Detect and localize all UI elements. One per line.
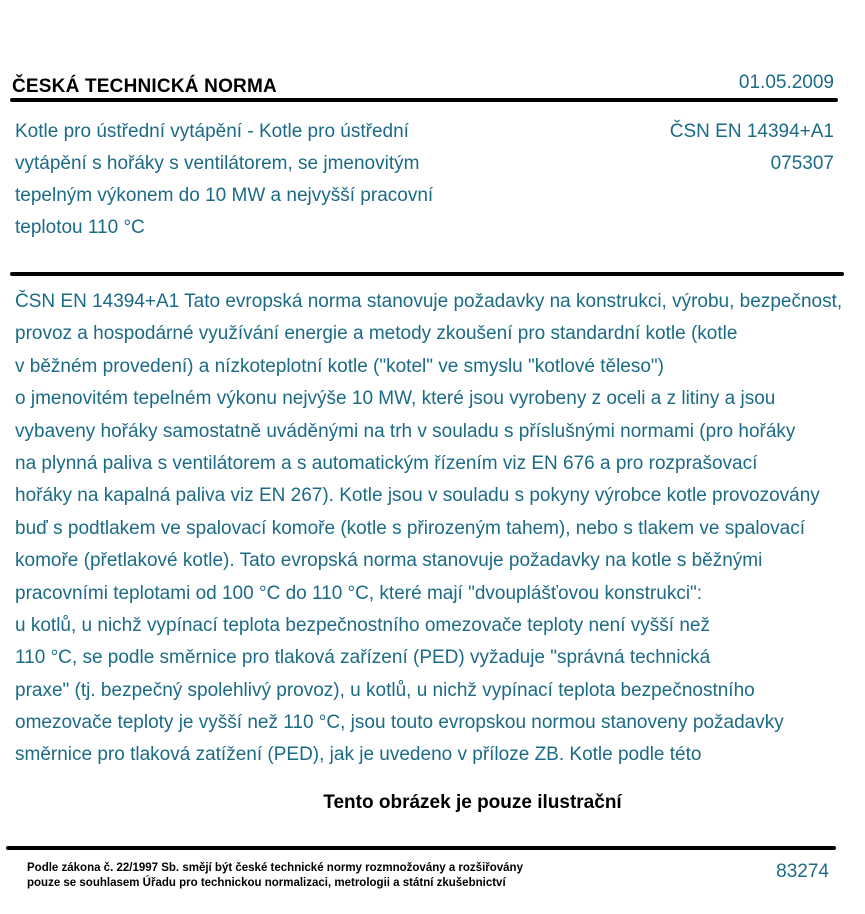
abstract-line: komoře (přetlakové kotle). Tato evropská norma stanovuje požadavky na kotle s běžnými <box>15 550 763 572</box>
abstract-line: hořáky na kapalná paliva viz EN 267). Kotle jsou v souladu s pokyny výrobce kotle provozovány <box>15 485 820 507</box>
document-number: 83274 <box>776 861 829 882</box>
classification-number: 075307 <box>770 153 834 174</box>
footer-divider <box>6 846 836 850</box>
abstract-line: buď s podtlakem ve spalovací komoře (kotle s přirozeným tahem), nebo s tlakem ve spalovací <box>15 517 805 539</box>
document-header-title: ČESKÁ TECHNICKÁ NORMA <box>12 76 277 97</box>
header-divider <box>10 98 838 102</box>
copyright-line: Podle zákona č. 22/1997 Sb. smějí být české technické normy rozmnožovány a rozšiřovány <box>27 862 523 874</box>
abstract-line: praxe" (tj. bezpečný spolehlivý provoz), u kotlů, u nichž vypínací teplota bezpečnostního <box>15 679 755 701</box>
abstract-line: v běžném provedení) a nízkoteplotní kotle ("kotel" ve smyslu "kotlové těleso") <box>15 355 665 377</box>
abstract-text <box>15 286 865 772</box>
abstract-line: 110 °C, se podle směrnice pro tlaková zařízení (PED) vyžaduje "správná technická <box>15 647 711 669</box>
abstract-line: provoz a hospodárné využívání energie a metody zkoušení pro standardní kotle (kotle <box>15 323 738 345</box>
copyright-notice <box>27 861 523 891</box>
abstract-line: pracovními teplotami od 100 °C do 110 °C, které mají "dvouplášťovou konstrukci": <box>15 582 703 604</box>
abstract-line: o jmenovitém tepelném výkonu nejvýše 10 MW, které jsou vyrobeny z oceli a z litiny a jsou <box>15 388 776 410</box>
title-divider <box>10 272 844 276</box>
copyright-line: pouze se souhlasem Úřadu pro technickou normalizaci, metrologii a státní zkušebnictví <box>27 877 506 889</box>
illustration-notice: Tento obrázek je pouze ilustrační <box>323 792 622 813</box>
standard-designation: ČSN EN 14394+A1 <box>669 121 834 142</box>
abstract-line: ČSN EN 14394+A1 Tato evropská norma stanovuje požadavky na konstrukci, výrobu, bezpečnost, <box>15 291 843 312</box>
abstract-line: vybaveny hořáky samostatně uváděnými na trh v souladu s příslušnými normami (pro hořáky <box>15 420 796 442</box>
standard-title <box>15 116 515 244</box>
abstract-line: omezovače teploty je vyšší než 110 °C, jsou touto evropskou normou stanoveny požadavky <box>15 712 784 734</box>
standard-title-line: vytápění s hořáky s ventilátorem, se jmenovitým <box>15 153 420 174</box>
abstract-line: u kotlů, u nichž vypínací teplota bezpečnostního omezovače teploty není vyšší než <box>15 614 710 636</box>
publication-date: 01.05.2009 <box>738 72 834 93</box>
standard-title-line: Kotle pro ústřední vytápění - Kotle pro ústřední <box>15 121 409 142</box>
standard-title-line: tepelným výkonem do 10 MW a nejvyšší pracovní <box>15 185 434 206</box>
standard-title-line: teplotou 110 °C <box>15 217 145 238</box>
abstract-line: směrnice pro tlaková zatížení (PED), jak je uvedeno v příloze ZB. Kotle podle této <box>15 744 702 766</box>
standard-identifiers <box>670 116 834 180</box>
abstract-line: na plynná paliva s ventilátorem a s automatickým řízením viz EN 676 a pro rozprašovací <box>15 452 758 474</box>
